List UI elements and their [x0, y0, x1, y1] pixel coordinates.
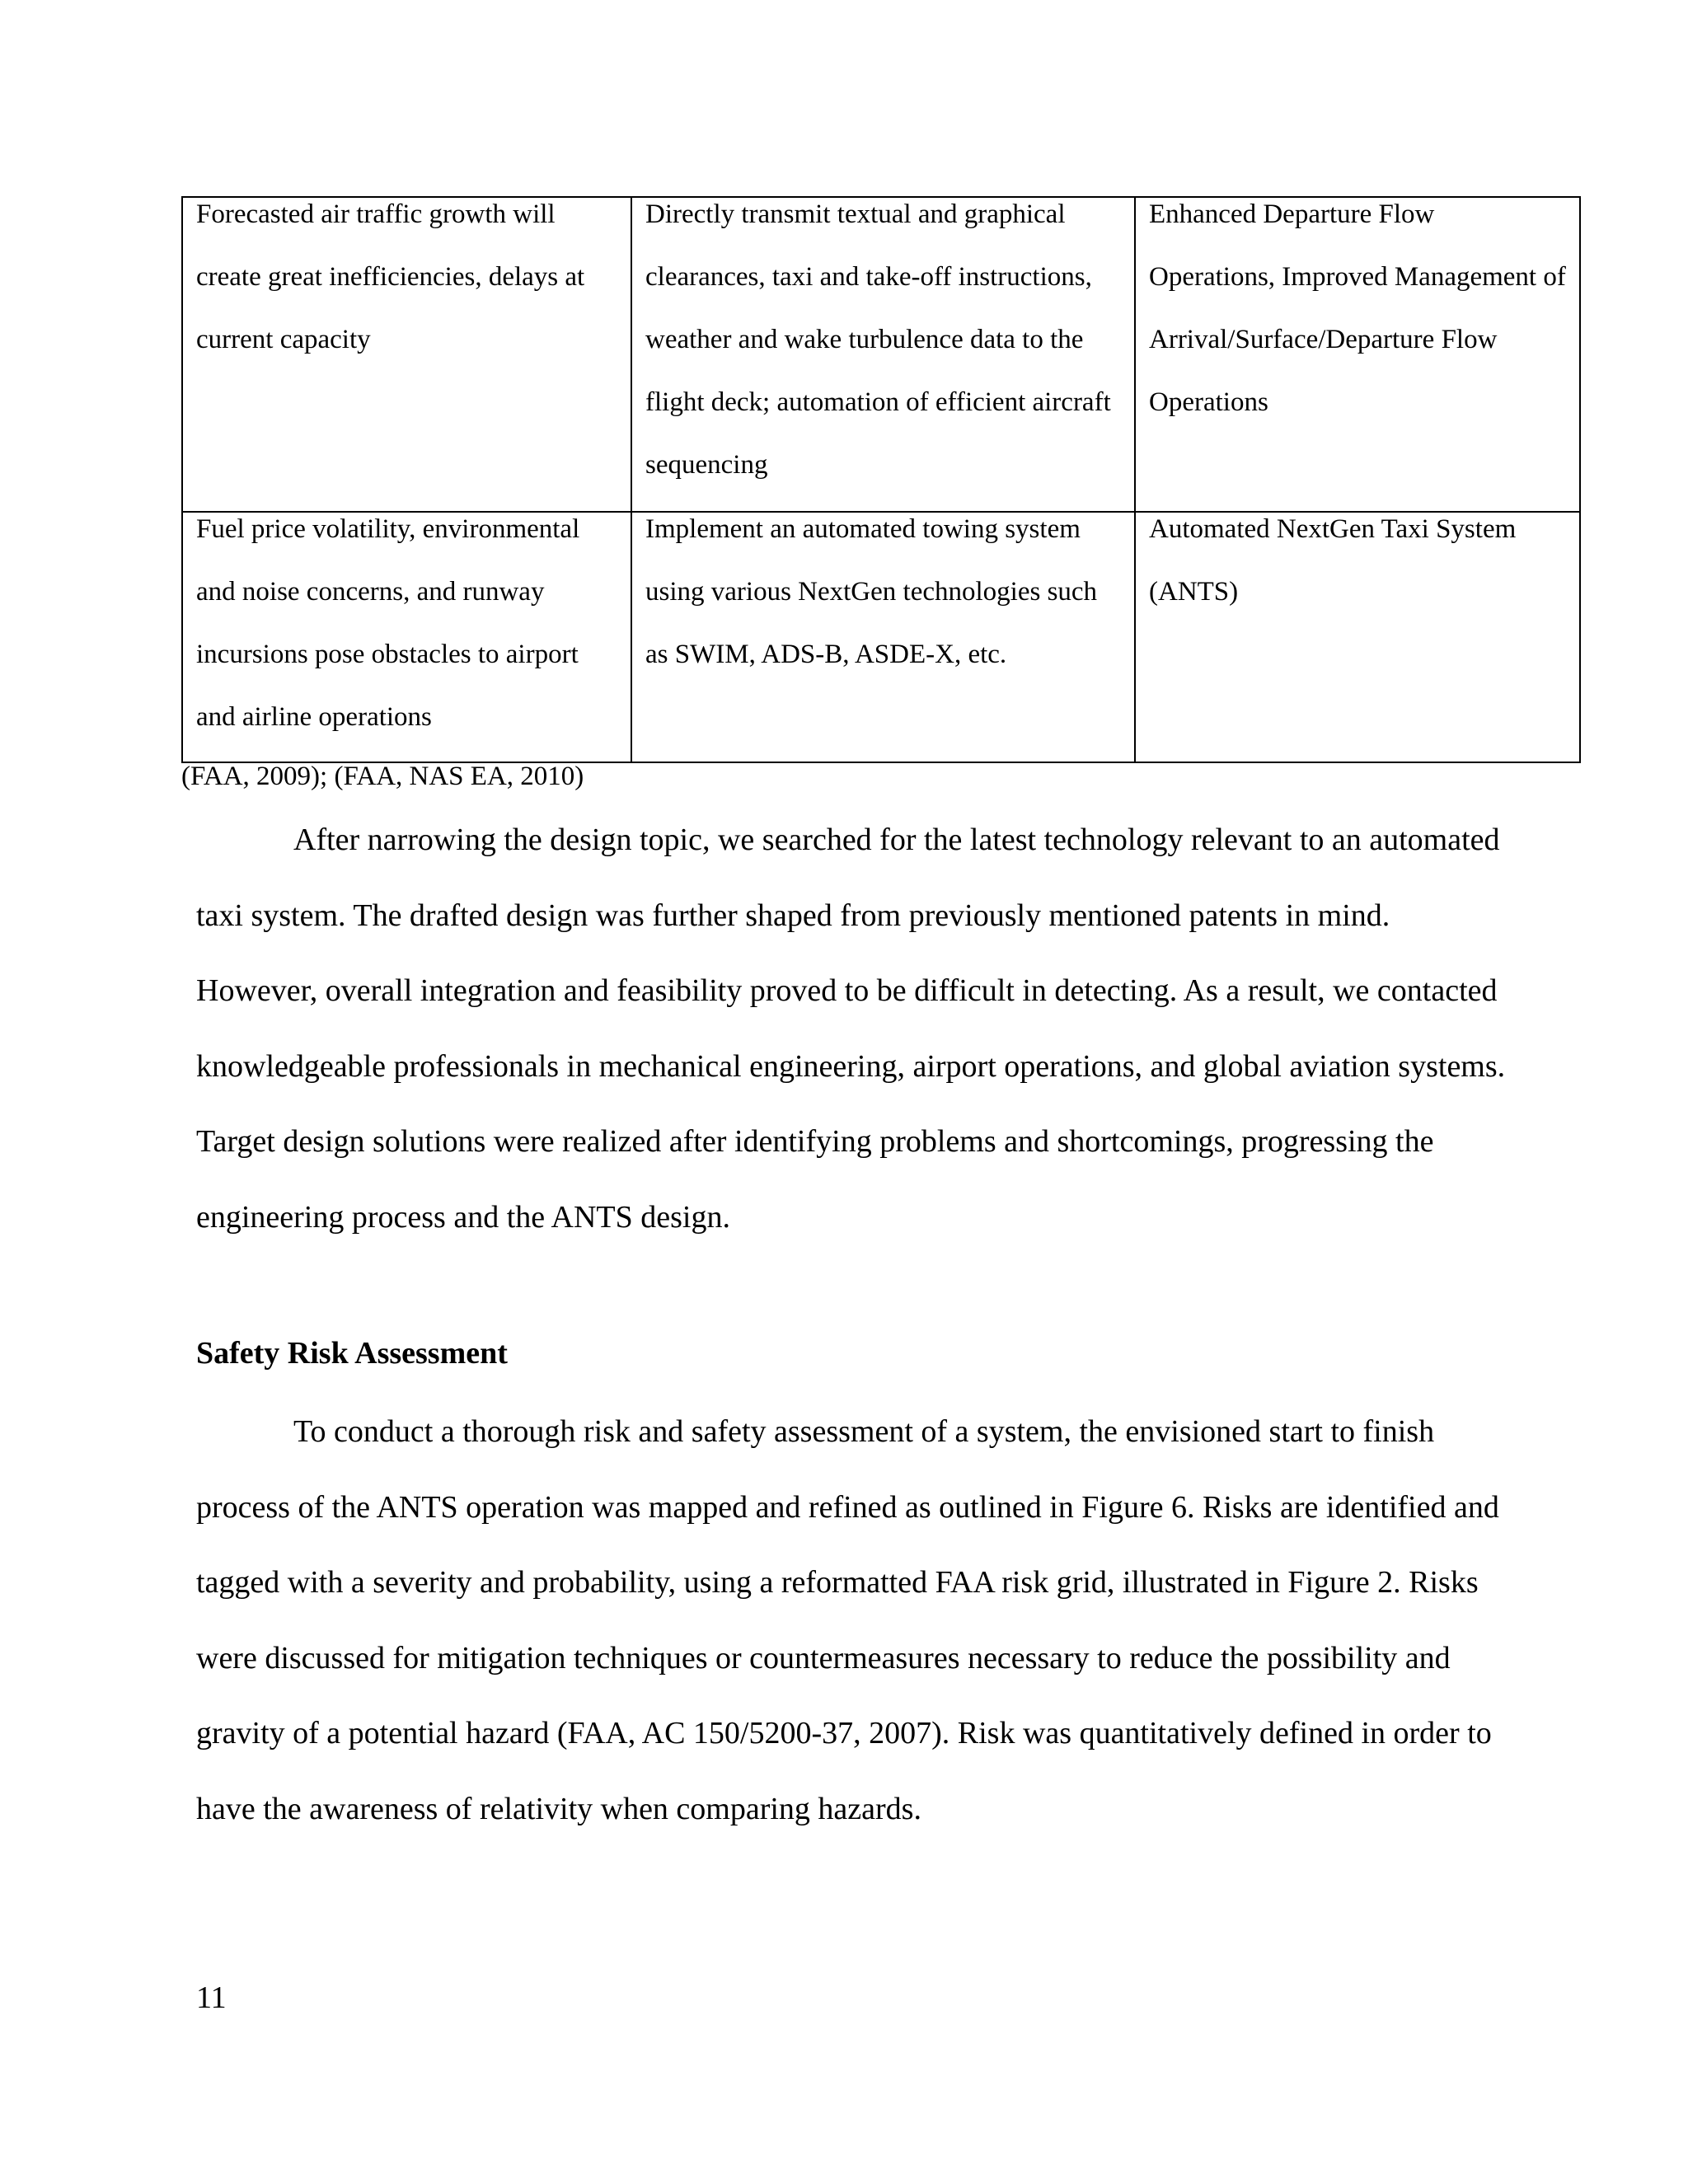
cell-text: Directly transmit textual and graphical clearances, taxi and take-off instructions, weather and wake turbulence data to the flight deck; automation of efficient aircraft sequencing	[645, 199, 1111, 480]
table-cell-program	[1135, 197, 1580, 512]
cell-text: Enhanced Departure Flow Operations, Improved Management of Arrival/Surface/Departure Flow Operations	[1149, 199, 1566, 417]
table-cell-problem	[182, 512, 631, 762]
table-row	[182, 512, 1580, 762]
table-cell-solution	[631, 512, 1135, 762]
body-paragraph: After narrowing the design topic, we searched for the latest technology relevant to an automated taxi system. The drafted design was further shaped from previously mentioned patents in mind. However, overall integration and feasibility proved to be difficult in detecting. As a result, we contacted knowledgeable professionals in mechanical engineering, airport operations, and global aviation systems. Target design solutions were realized after identifying problems and shortcomings, progressing the engineering process and the ANTS design.	[196, 823, 1506, 1235]
nextgen-table	[181, 196, 1581, 763]
table-row	[182, 197, 1580, 512]
cell-text: Automated NextGen Taxi System (ANTS)	[1149, 514, 1517, 607]
table-cell-solution	[631, 197, 1135, 512]
table-cell-problem	[182, 197, 631, 512]
page-number: 11	[196, 1980, 227, 2015]
section-heading: Safety Risk Assessment	[196, 1336, 508, 1371]
table-cell-program	[1135, 512, 1580, 762]
cell-text: Implement an automated towing system using various NextGen technologies such as SWIM, ADS-B, ASDE-X, etc.	[645, 514, 1098, 669]
table-source-citation: (FAA, 2009); (FAA, NAS EA, 2010)	[181, 762, 584, 791]
body-paragraph: To conduct a thorough risk and safety assessment of a system, the envisioned start to finish process of the ANTS operation was mapped and refined as outlined in Figure 6. Risks are identified and tagged with a severity and probability, using a reformatted FAA risk grid, illustrated in Figure 2. Risks were discussed for mitigation techniques or countermeasures necessary to reduce the possibility and gravity of a potential hazard (FAA, AC 150/5200-37, 2007). Risk was quantitatively defined in order to have the awareness of relativity when comparing hazards.	[196, 1414, 1499, 1826]
cell-text: Fuel price volatility, environmental and noise concerns, and runway incursions pose obstacles to airport and airline operations	[196, 514, 580, 732]
cell-text: Forecasted air traffic growth will create great inefficiencies, delays at current capacity	[196, 199, 585, 354]
